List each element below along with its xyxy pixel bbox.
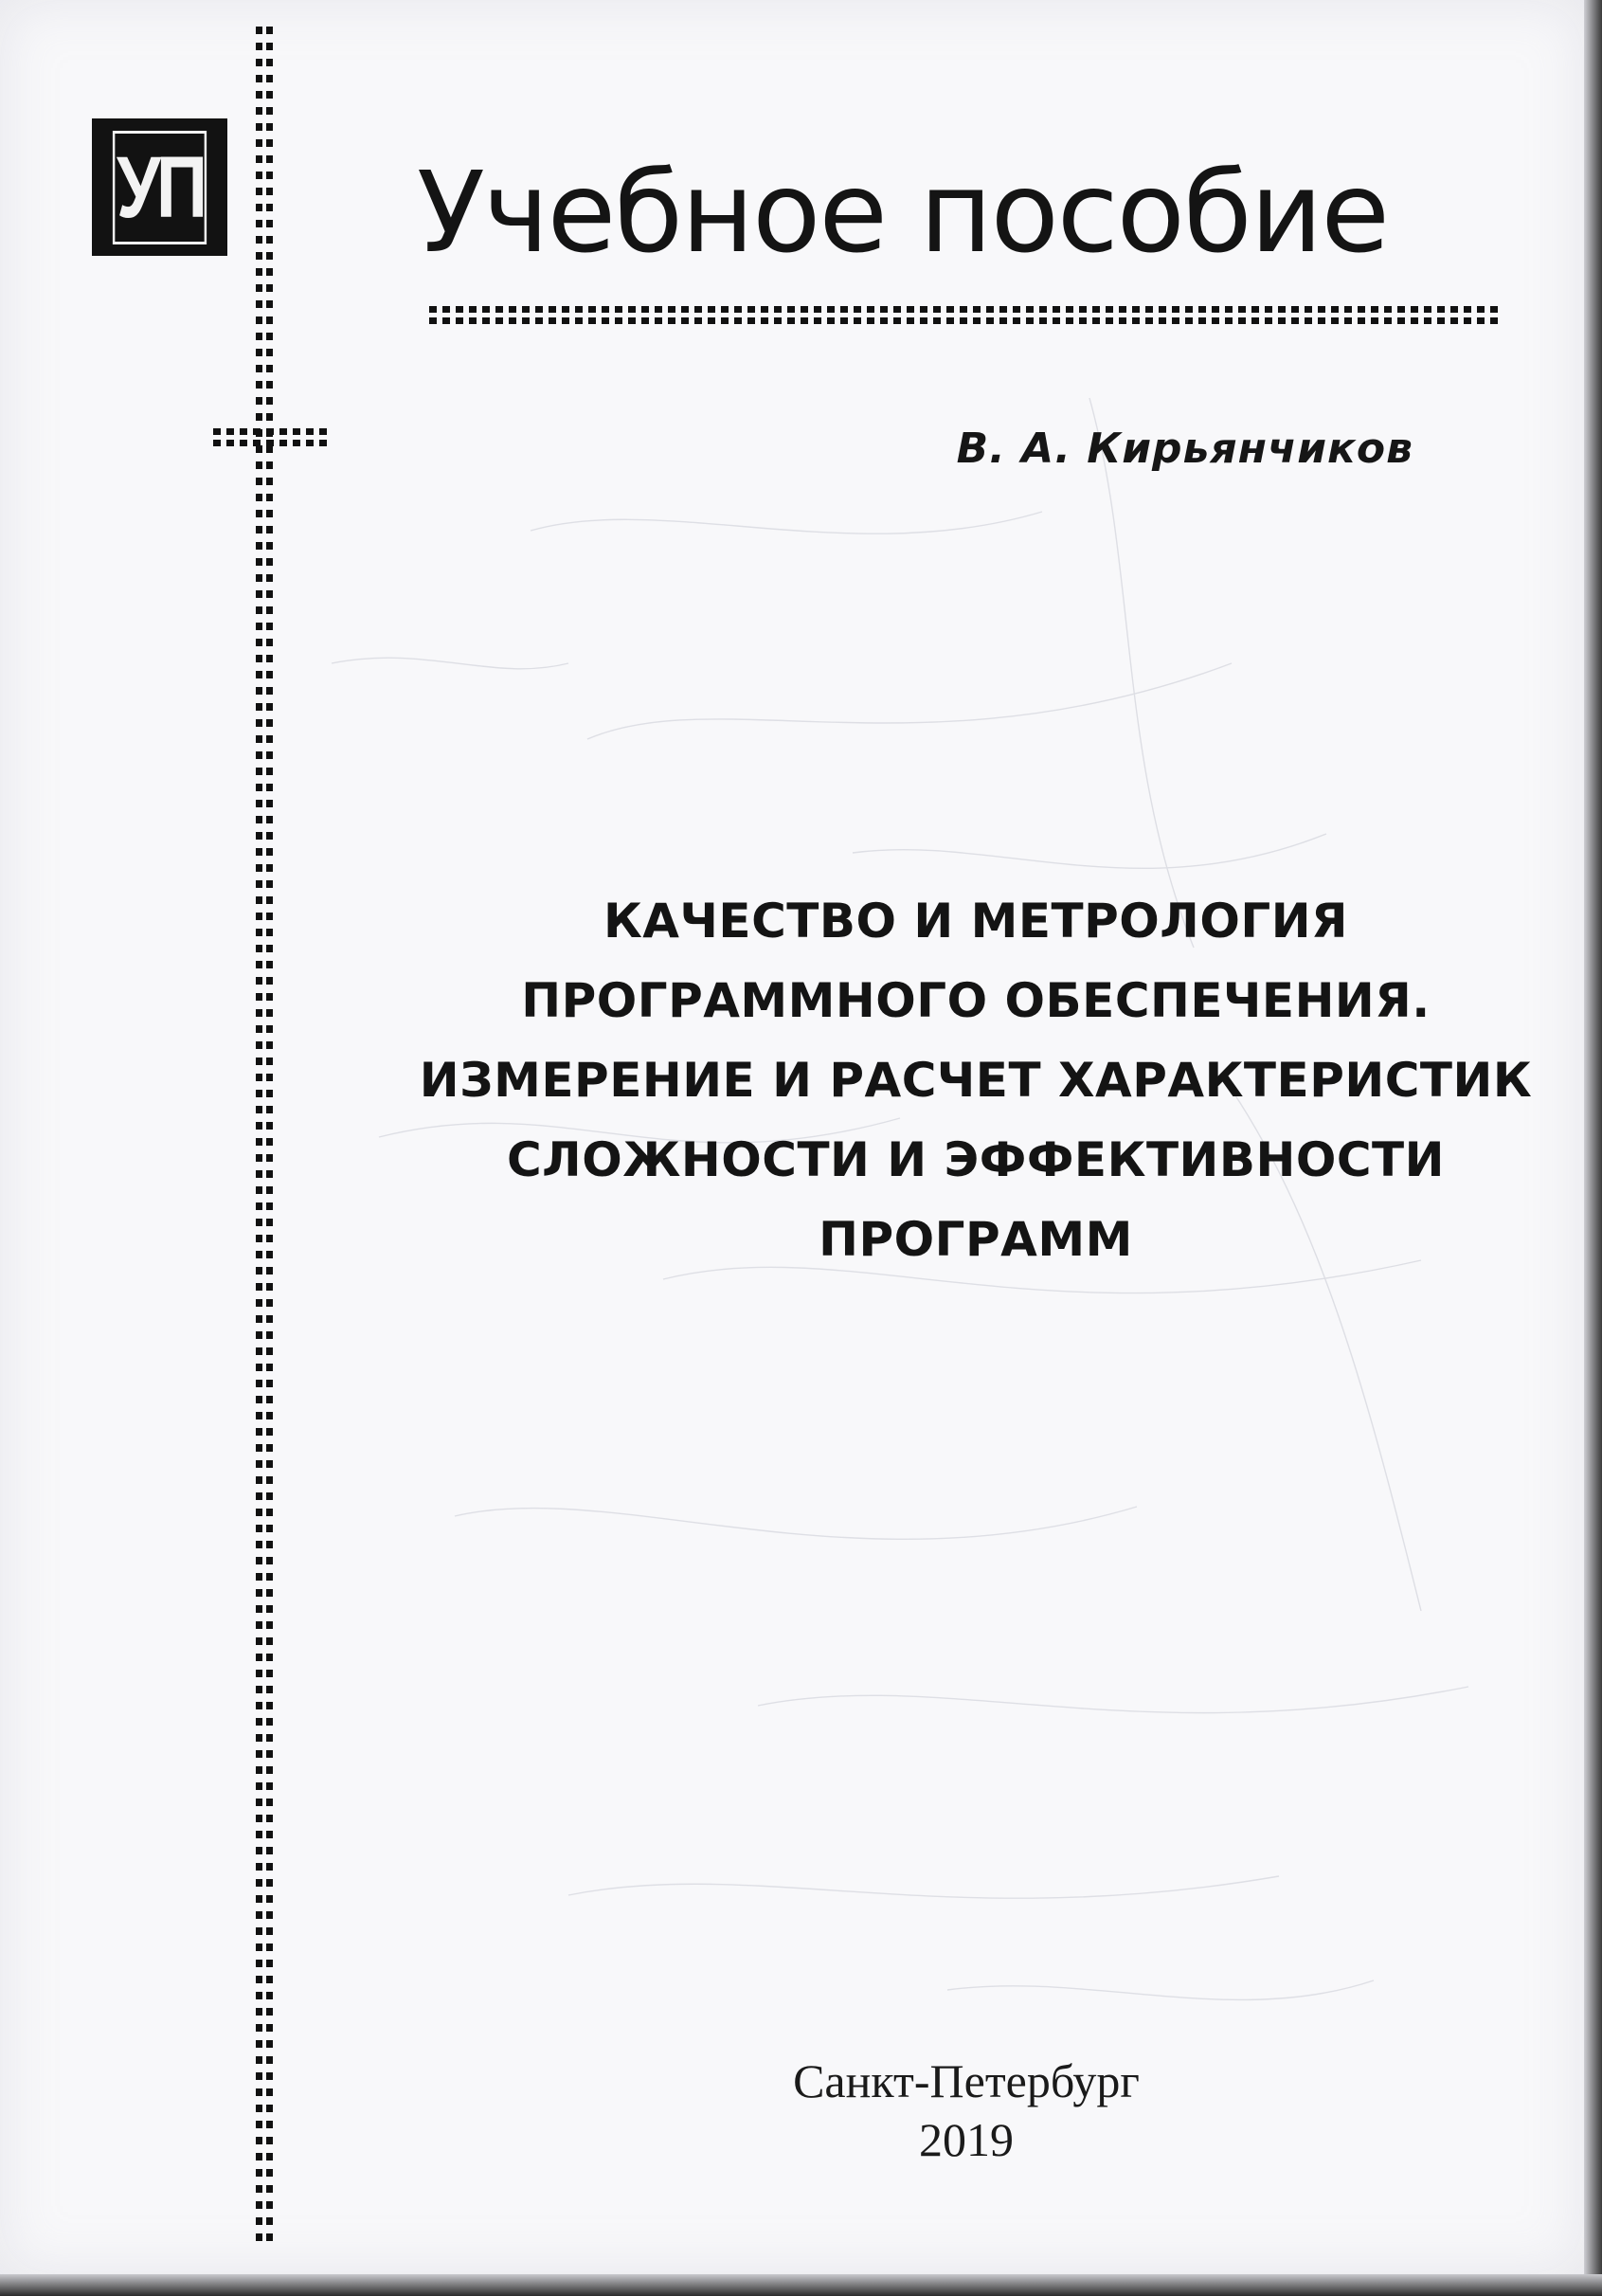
book-title-line: СЛОЖНОСТИ И ЭФФЕКТИВНОСТИ bbox=[506, 1132, 1446, 1187]
imprint bbox=[682, 2052, 1251, 2169]
side-dotted-rule bbox=[213, 428, 332, 446]
book-title-line: ПРОГРАММ bbox=[819, 1212, 1133, 1267]
title-dotted-rule bbox=[429, 306, 1498, 324]
book-title-line: ИЗМЕРЕНИЕ И РАСЧЕТ ХАРАКТЕРИСТИК bbox=[419, 1053, 1533, 1108]
imprint-year: 2019 bbox=[919, 2113, 1014, 2166]
book-edge-right bbox=[1584, 0, 1602, 2296]
logo-text: УП bbox=[113, 131, 207, 244]
book-title-line: КАЧЕСТВО И МЕТРОЛОГИЯ bbox=[603, 894, 1349, 949]
vertical-dotted-rule bbox=[256, 27, 273, 2244]
series-title: Учебное пособие bbox=[417, 147, 1388, 278]
book-edge-bottom bbox=[0, 2274, 1602, 2296]
author-name: В. А. Кирьянчиков bbox=[956, 425, 1413, 473]
book-title-line: ПРОГРАММНОГО ОБЕСПЕЧЕНИЯ. bbox=[521, 973, 1431, 1028]
publisher-logo bbox=[92, 118, 227, 256]
book-title bbox=[398, 881, 1554, 1279]
imprint-city: Санкт-Петербург bbox=[793, 2054, 1140, 2107]
